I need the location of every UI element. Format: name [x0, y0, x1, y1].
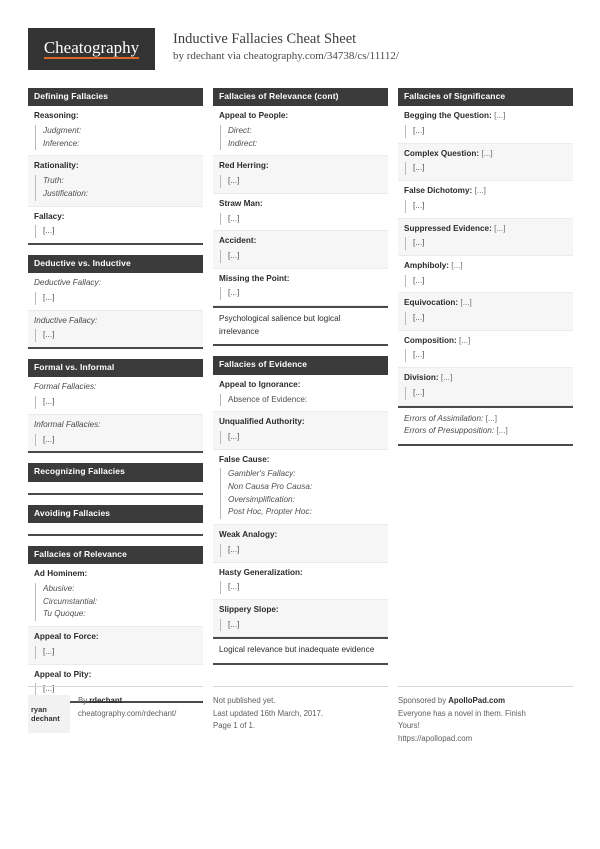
footnote-placeholder: [...] [494, 426, 508, 436]
sponsor-byline [398, 695, 573, 708]
entry-row [398, 293, 573, 330]
entry-label: Deductive Fallacy: [34, 278, 101, 288]
entry-children [35, 434, 197, 447]
entry-child: Oversimplification: [228, 494, 295, 504]
entry-children [35, 292, 197, 305]
entry-label: Appeal to Force: [34, 632, 99, 642]
entry-label: Formal Fallacies: [34, 382, 97, 392]
entry-label: Appeal to Pity: [34, 669, 92, 679]
entry-row [28, 273, 203, 310]
entry-label: Division: [...] [404, 373, 453, 383]
card [28, 505, 203, 536]
entry-label: Unqualified Authority: [219, 417, 305, 427]
card [398, 88, 573, 446]
entry-label: Amphiboly: [...] [404, 260, 463, 270]
entry-row [28, 311, 203, 347]
entry-child: [...] [43, 330, 55, 340]
entry-child: Non Causa Pro Causa: [228, 482, 313, 492]
entry-placeholder: [...] [438, 373, 453, 383]
entry-row [28, 415, 203, 451]
entry-row [28, 106, 203, 156]
page-count: Page 1 of 1. [213, 721, 256, 731]
footer-author-column [28, 686, 203, 746]
card-title: Deductive vs. Inductive [28, 255, 203, 273]
entry-row [213, 106, 388, 156]
entry-label: Rationality: [34, 161, 79, 171]
entry-row [213, 156, 388, 193]
card [213, 88, 388, 346]
column-2 [213, 88, 388, 675]
entry-placeholder: [...] [456, 335, 471, 345]
footnote-segment: inadequate evidence [298, 645, 375, 655]
footnote-segment: logical irrelevance [219, 314, 341, 336]
entry-label: Appeal to People: [219, 111, 289, 121]
avatar [28, 695, 70, 733]
cheatography-logo[interactable] [28, 28, 155, 70]
page-header [28, 28, 572, 74]
entry-placeholder: [...] [472, 186, 486, 196]
entry-children [35, 125, 197, 150]
author-name[interactable]: rdechant [89, 696, 123, 705]
page-footer [28, 686, 572, 746]
entry-label: Slippery Slope: [219, 604, 279, 614]
entry-child: Abusive: [43, 584, 75, 594]
entry-child: [...] [413, 238, 425, 248]
entry-label: Complex Question: [...] [404, 148, 493, 158]
entry-row [213, 231, 388, 268]
card [28, 546, 203, 703]
entry-child: [...] [43, 434, 55, 444]
entry-label: Reasoning: [34, 111, 79, 121]
entry-child: [...] [413, 350, 425, 360]
footnote-segment: Logical relevance [219, 645, 283, 655]
entry-children [405, 162, 567, 175]
entry-row [398, 144, 573, 181]
entry-child: [...] [43, 226, 55, 236]
footnote-text [219, 644, 382, 657]
entry-children [220, 213, 382, 226]
entry-child: [...] [413, 387, 425, 397]
entry-child: [...] [43, 293, 55, 303]
card [28, 463, 203, 494]
card-title: Fallacies of Relevance (cont) [213, 88, 388, 106]
card [28, 255, 203, 349]
entry-children [405, 237, 567, 250]
entry-child: Inference: [43, 138, 80, 148]
columns-container [28, 88, 572, 713]
entry-row [398, 181, 573, 218]
entry-child: [...] [228, 250, 240, 260]
entry-children [405, 275, 567, 288]
entry-child: [...] [228, 176, 240, 186]
entry-child: [...] [228, 288, 240, 298]
title-block [173, 28, 399, 64]
by-prefix: By [78, 696, 90, 705]
entry-child: Indirect: [228, 138, 258, 148]
entry-children [220, 394, 382, 407]
entry-placeholder: [...] [491, 111, 506, 121]
card-footnote [398, 406, 573, 444]
entry-row [213, 600, 388, 637]
entry-child: [...] [413, 313, 425, 323]
entry-label: Missing the Point: [219, 273, 290, 283]
footnote-segment: but [282, 645, 299, 655]
entry-placeholder: [...] [491, 223, 506, 233]
entry-label: Hasty Generalization: [219, 567, 303, 577]
sponsor-name[interactable]: ApolloPad.com [448, 696, 506, 705]
entry-label: Equivocation: [...] [404, 298, 472, 308]
entry-child: [...] [43, 646, 55, 656]
entry-row [398, 256, 573, 293]
page-byline: by rdechant via cheatography.com/34738/cs/11112/ [173, 50, 399, 63]
entry-label: Begging the Question: [...] [404, 111, 506, 121]
entry-child: [...] [43, 684, 55, 694]
card-title: Defining Fallacies [28, 88, 203, 106]
entry-children [220, 287, 382, 300]
entry-children [220, 619, 382, 632]
card [213, 356, 388, 665]
entry-label: Composition: [...] [404, 335, 471, 345]
entry-children [405, 387, 567, 400]
entry-label: Weak Analogy: [219, 530, 278, 540]
entry-row [213, 525, 388, 562]
card-title: Recognizing Fallacies [28, 463, 203, 481]
entry-row [213, 412, 388, 449]
sponsor-tagline-2: Yours! [398, 721, 420, 731]
entry-label: Inductive Fallacy: [34, 315, 98, 325]
card-title: Fallacies of Evidence [213, 356, 388, 374]
footer-sponsor-column [398, 686, 573, 746]
entry-child: [...] [43, 397, 55, 407]
author-url[interactable]: cheatography.com/rdechant/ [78, 708, 177, 718]
entry-row [398, 106, 573, 143]
card-title: Fallacies of Relevance [28, 546, 203, 564]
entry-label: Straw Man: [219, 198, 263, 208]
entry-children [35, 396, 197, 409]
entry-children [405, 200, 567, 213]
entry-child: [...] [228, 544, 240, 554]
entry-row [213, 450, 388, 526]
publish-status: Not published yet. [213, 696, 276, 705]
entry-children [35, 225, 197, 238]
card-footnote [213, 306, 388, 344]
entry-label: Appeal to Ignorance: [219, 379, 301, 389]
card [28, 359, 203, 453]
footnote-line: Errors of Presupposition: [...] [404, 426, 508, 436]
entry-row [28, 627, 203, 664]
entry-child: Judgment: [43, 126, 82, 136]
entry-child: [...] [228, 213, 240, 223]
footnote-segment: Psychological salience [219, 314, 302, 324]
sponsor-tagline: Everyone has a novel in them. Finish [398, 708, 526, 718]
entry-label: Red Herring: [219, 161, 269, 171]
sponsor-prefix: Sponsored by [398, 696, 449, 705]
card [28, 88, 203, 245]
entry-children [220, 468, 382, 519]
entry-children [405, 349, 567, 362]
entry-children [220, 431, 382, 444]
card-title: Formal vs. Informal [28, 359, 203, 377]
card-title: Avoiding Fallacies [28, 505, 203, 523]
empty-row [28, 523, 203, 534]
entry-children [405, 125, 567, 138]
entry-child: Tu Quoque: [43, 609, 86, 619]
empty-row [28, 482, 203, 493]
entry-child: Justification: [43, 188, 89, 198]
entry-placeholder: [...] [458, 298, 472, 308]
entry-label: Accident: [219, 236, 257, 246]
entry-child: Post Hoc, Propter Hoc: [228, 507, 312, 517]
entry-label: False Cause: [219, 454, 270, 464]
cheatography-logo-text: Cheatography [44, 39, 139, 60]
entry-placeholder: [...] [449, 260, 463, 270]
avatar-line-1: ryan [31, 705, 47, 714]
column-1 [28, 88, 203, 713]
entry-children [35, 646, 197, 659]
entry-label: Fallacy: [34, 211, 65, 221]
entry-child: Absence of Evidence: [228, 394, 308, 404]
sponsor-url[interactable]: https://apollopad.com [398, 733, 473, 743]
entry-row [398, 368, 573, 405]
author-info [78, 695, 176, 746]
last-updated: Last updated 16th March, 2017. [213, 708, 324, 718]
entry-row [28, 207, 203, 243]
author-byline [78, 695, 176, 708]
entry-children [220, 125, 382, 150]
footnote-placeholder: [...] [483, 413, 497, 423]
entry-children [35, 329, 197, 342]
entry-children [220, 250, 382, 263]
entry-label: Informal Fallacies: [34, 419, 101, 429]
entry-children [220, 544, 382, 557]
entry-row [28, 377, 203, 414]
entry-child: Direct: [228, 126, 252, 136]
entry-child: [...] [228, 431, 240, 441]
entry-row [398, 219, 573, 256]
entry-child: [...] [413, 126, 425, 136]
entry-row [213, 375, 388, 412]
entry-label: Suppressed Evidence: [...] [404, 223, 506, 233]
card-title: Fallacies of Significance [398, 88, 573, 106]
entry-child: Truth: [43, 176, 64, 186]
entry-label: Ad Hominem: [34, 569, 88, 579]
entry-child: Gambler's Fallacy: [228, 469, 296, 479]
entry-row [213, 194, 388, 231]
footnote-segment: but [301, 314, 318, 324]
entry-children [405, 312, 567, 325]
entry-child: [...] [228, 619, 240, 629]
entry-child: Circumstantial: [43, 596, 98, 606]
entry-child: [...] [413, 275, 425, 285]
entry-children [35, 583, 197, 621]
entry-row [28, 564, 203, 627]
footnote-line: Errors of Assimilation: [...] [404, 413, 497, 423]
card-footnote [213, 637, 388, 663]
entry-child: [...] [413, 200, 425, 210]
footnote-text [219, 313, 382, 338]
entry-label: False Dichotomy: [...] [404, 186, 486, 196]
entry-row [213, 563, 388, 600]
entry-child: [...] [228, 582, 240, 592]
footer-publish-column [213, 686, 388, 746]
entry-placeholder: [...] [479, 148, 493, 158]
entry-children [220, 581, 382, 594]
entry-children [35, 175, 197, 200]
entry-row [398, 331, 573, 368]
entry-children [220, 175, 382, 188]
column-3 [398, 88, 573, 456]
entry-row [213, 269, 388, 306]
entry-row [28, 156, 203, 206]
page-title: Inductive Fallacies Cheat Sheet [173, 31, 357, 47]
entry-child: [...] [413, 163, 425, 173]
avatar-line-2: dechant [31, 714, 60, 723]
